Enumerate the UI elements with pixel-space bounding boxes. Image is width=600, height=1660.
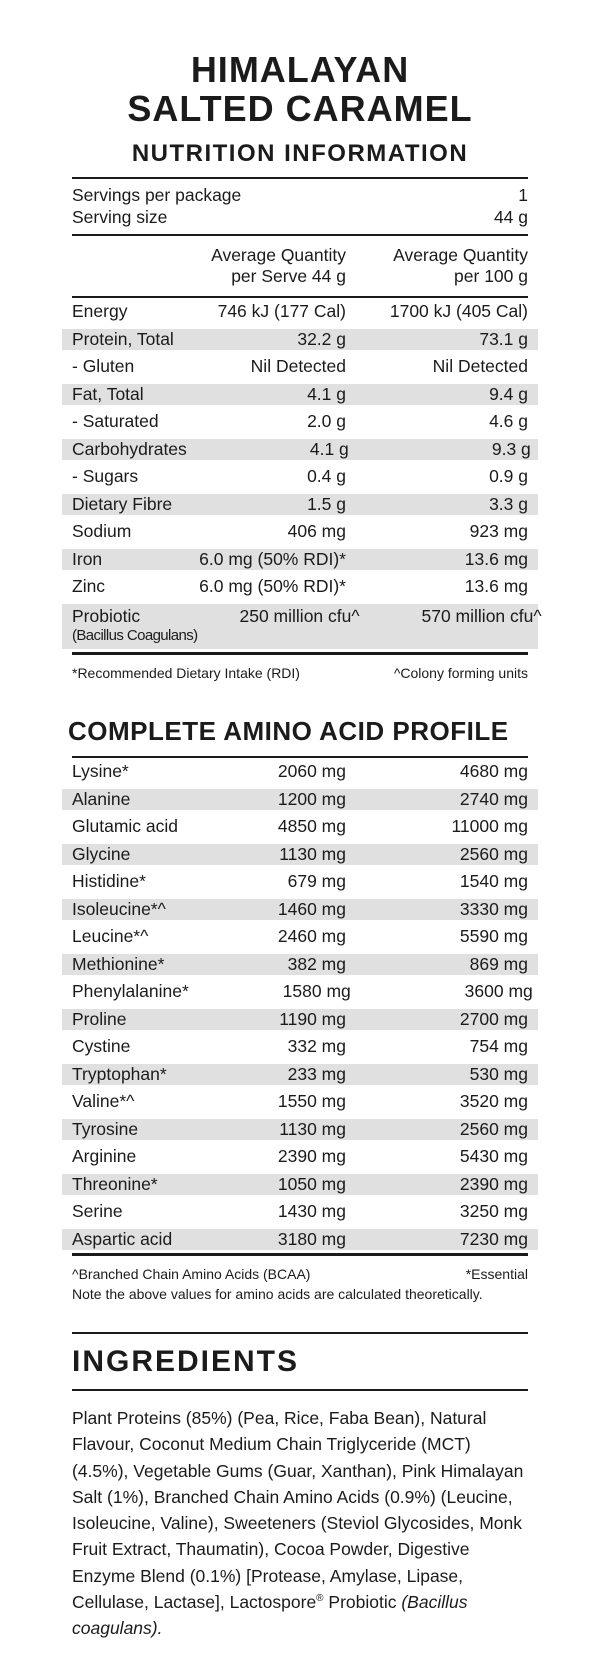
table-row [62,1088,538,1116]
row-label: Glycine [72,843,131,864]
table-row [62,408,538,436]
cfu-footnote: ^Colony forming units [393,665,528,681]
row-value-per-serve: 6.0 mg (50% RDI)* [199,576,346,596]
row-value-per-serve: 2.0 g [307,411,346,431]
table-row [62,601,542,653]
table-row [62,896,538,924]
table-row [62,923,538,951]
row-value-per-serve: 382 mg [287,953,346,974]
row-value-per-serve: 1.5 g [307,493,346,514]
row-label: Alanine [72,788,131,809]
table-row [62,1006,538,1034]
row-sublabel: (Bacillus Coagulans) [72,627,198,644]
column-header-per-100g-line2: per 100 g [454,266,528,286]
row-value-per-serve: 6.0 mg (50% RDI)* [199,548,346,569]
row-label: Dietary Fibre [72,493,173,514]
row-value-per-100g: 1540 mg [459,871,528,891]
row-label-main: Probiotic [72,605,141,626]
row-value-per-100g: 3520 mg [459,1091,528,1111]
row-value-per-serve: 1200 mg [277,788,346,809]
row-value-per-serve: 4.1 g [309,438,349,459]
table-row [62,978,538,1006]
nutrition-column-headers [72,236,528,296]
table-row [62,1033,538,1061]
row-value-per-serve: 32.2 g [297,328,346,349]
row-label: Aspartic acid [72,1228,173,1249]
row-label: Fat, Total [72,383,144,404]
row-value-per-serve: 4.1 g [307,383,346,404]
serving-size-label: Serving size [72,207,168,227]
column-header-per-100g [346,245,528,287]
ingredients-text-bacillus-italic: (Bacillus coagulans). [72,1592,468,1639]
row-value-per-serve: 1460 mg [277,898,346,919]
table-row [62,518,538,546]
row-label: Iron [72,548,103,569]
row-value-per-100g: Nil Detected [432,356,528,376]
table-row [62,841,538,869]
table-row [62,1171,538,1199]
row-value-per-serve: 250 million cfu^ [239,605,360,626]
row-value-per-100g: 2560 mg [459,1118,528,1139]
row-value-per-serve: 679 mg [287,871,346,891]
row-label: Cystine [72,1036,131,1056]
table-row [62,868,538,896]
divider [72,1253,528,1256]
row-value-per-100g: 13.6 mg [464,576,528,596]
row-value-per-100g: 4.6 g [489,411,528,431]
ingredients-text-probiotic: Probiotic [323,1592,402,1613]
rdi-footnote: *Recommended Dietary Intake (RDI) [72,665,300,681]
row-value-per-serve: 1130 mg [279,1118,346,1139]
row-label [72,606,198,646]
essential-footnote: *Essential [465,1266,528,1282]
table-row [62,1143,538,1171]
ingredients-heading: INGREDIENTS [72,1345,300,1378]
row-label: - Saturated [72,411,159,431]
row-label: Phenylalanine* [72,981,189,1001]
row-value-per-100g: 1700 kJ (405 Cal) [389,301,528,321]
row-value-per-serve: 1550 mg [277,1091,346,1111]
table-row [62,326,538,354]
table-row [62,381,538,409]
row-value-per-100g: 3330 mg [459,898,528,919]
row-value-per-100g: 869 mg [469,953,528,974]
row-label: Protein, Total [72,328,174,349]
product-title-line2: SALTED CARAMEL [127,88,473,129]
row-value-per-100g: 2700 mg [459,1008,528,1029]
table-row [62,786,538,814]
row-value-per-serve: 233 mg [287,1063,346,1084]
row-label: Tryptophan* [72,1063,167,1084]
row-label: - Sugars [72,466,139,486]
column-header-per-100g-line1: Average Quantity [393,245,528,265]
amino-footnotes [72,1265,528,1283]
row-value-per-100g: 754 mg [469,1036,528,1056]
row-value-per-serve: 1130 mg [279,843,346,864]
row-label: Serine [72,1201,123,1221]
table-row [62,1061,538,1089]
row-label: Valine*^ [72,1091,135,1111]
row-value-per-serve: 1190 mg [279,1008,346,1029]
registered-trademark-symbol: ® [316,1593,324,1605]
nutrition-information-heading: NUTRITION INFORMATION [131,140,469,167]
table-row [62,951,538,979]
row-value-per-100g: 11000 mg [451,816,528,836]
row-value-per-100g: 9.3 g [491,438,531,459]
divider [72,1332,528,1334]
row-label: Tyrosine [72,1118,139,1139]
serving-size-value: 44 g [493,207,528,227]
row-value-per-100g: 5590 mg [459,926,528,946]
row-label: Carbohydrates [72,438,187,459]
row-label: Methionine* [72,953,165,974]
row-value-per-100g: 2560 mg [459,843,528,864]
row-value-per-100g: 4680 mg [459,761,528,781]
product-title-line1: HIMALAYAN [190,49,410,90]
row-label: Proline [72,1008,127,1029]
row-value-per-serve: 3180 mg [277,1228,346,1249]
ingredients-text-main: Plant Proteins (85%) (Pea, Rice, Faba Bean), Natural Flavour, Coconut Medium Chain Triglyceride (MCT) (4.5%), Vegetable Gums (Guar, Xanthan), Pink Himalayan Salt (1%), Branched Chain Amino Acids (0.9%) (Leucine, Isoleucine, Valine), Sweeteners (Steviol Glycosides, Monk Fruit Extract, Thaumatin), Cocoa Powder, Digestive Enzyme Blend (0.1%) [Protease, Amylase, Lipase, Cellulase, Lactase], Lactospore [72,1408,524,1613]
row-value-per-100g: 570 million cfu^ [421,605,542,626]
row-value-per-100g: 923 mg [469,521,528,541]
column-header-per-serve [184,245,346,287]
row-label: Histidine* [72,871,146,891]
row-value-per-serve: 2390 mg [277,1146,346,1166]
row-label: - Gluten [72,356,135,376]
column-header-per-serve-line2: per Serve 44 g [231,266,346,286]
nutrition-footnotes [72,664,528,682]
row-value-per-100g: 0.9 g [489,466,528,486]
row-value-per-serve: 332 mg [287,1036,346,1056]
row-value-per-100g: 3250 mg [459,1201,528,1221]
table-row [62,546,538,574]
row-value-per-serve: 1430 mg [277,1201,346,1221]
amino-acid-table [72,758,533,1253]
servings-per-package-label: Servings per package [72,185,242,205]
servings-per-package-value: 1 [518,185,528,205]
row-value-per-100g: 3600 mg [464,981,533,1001]
row-label: Leucine*^ [72,926,149,946]
table-row [62,573,538,601]
row-value-per-100g: 530 mg [469,1063,528,1084]
row-value-per-serve: 1580 mg [282,981,351,1001]
table-row [62,1226,538,1254]
table-row [62,353,538,381]
row-label: Arginine [72,1146,137,1166]
row-value-per-serve: 0.4 g [307,466,346,486]
row-value-per-serve: 2460 mg [277,926,346,946]
row-value-per-100g: 5430 mg [459,1146,528,1166]
product-title [72,50,528,128]
nutrition-table [72,298,542,652]
row-value-per-100g: 7230 mg [459,1228,528,1249]
row-label: Zinc [72,576,106,596]
row-value-per-serve: 1050 mg [277,1173,346,1194]
row-label: Sodium [72,521,132,541]
column-header-per-serve-line1: Average Quantity [211,245,346,265]
row-value-per-serve: 406 mg [287,521,346,541]
table-row [62,813,538,841]
row-label: Lysine* [72,761,129,781]
amino-acid-profile-heading: COMPLETE AMINO ACID PROFILE [68,716,509,746]
row-value-per-100g: 9.4 g [489,383,528,404]
row-value-per-serve: 2060 mg [277,761,346,781]
divider [72,1389,528,1391]
table-row [62,1198,538,1226]
row-label: Threonine* [72,1173,158,1194]
table-row [62,491,538,519]
row-value-per-100g: 2740 mg [459,788,528,809]
ingredients-text [72,1405,528,1642]
column-header-spacer [72,245,184,287]
row-label: Energy [72,301,128,321]
row-value-per-100g: 3.3 g [489,493,528,514]
divider [72,652,528,655]
row-label: Isoleucine*^ [72,898,166,919]
serving-info [72,179,528,234]
row-value-per-100g: 2390 mg [459,1173,528,1194]
row-label: Glutamic acid [72,816,179,836]
row-value-per-serve: Nil Detected [250,356,346,376]
table-row [62,298,538,326]
row-value-per-serve: 4850 mg [277,816,346,836]
serving-size-row [72,206,528,228]
amino-note: Note the above values for amino acids are calculated theoretically. [72,1286,483,1302]
table-row [62,758,538,786]
table-row [62,1116,538,1144]
row-value-per-100g: 73.1 g [479,328,528,349]
table-row [62,436,538,464]
servings-per-package-row [72,184,528,206]
row-value-per-100g: 13.6 mg [464,548,528,569]
row-value-per-serve: 746 kJ (177 Cal) [217,301,346,321]
table-row [62,463,538,491]
bcaa-footnote: ^Branched Chain Amino Acids (BCAA) [72,1266,311,1282]
